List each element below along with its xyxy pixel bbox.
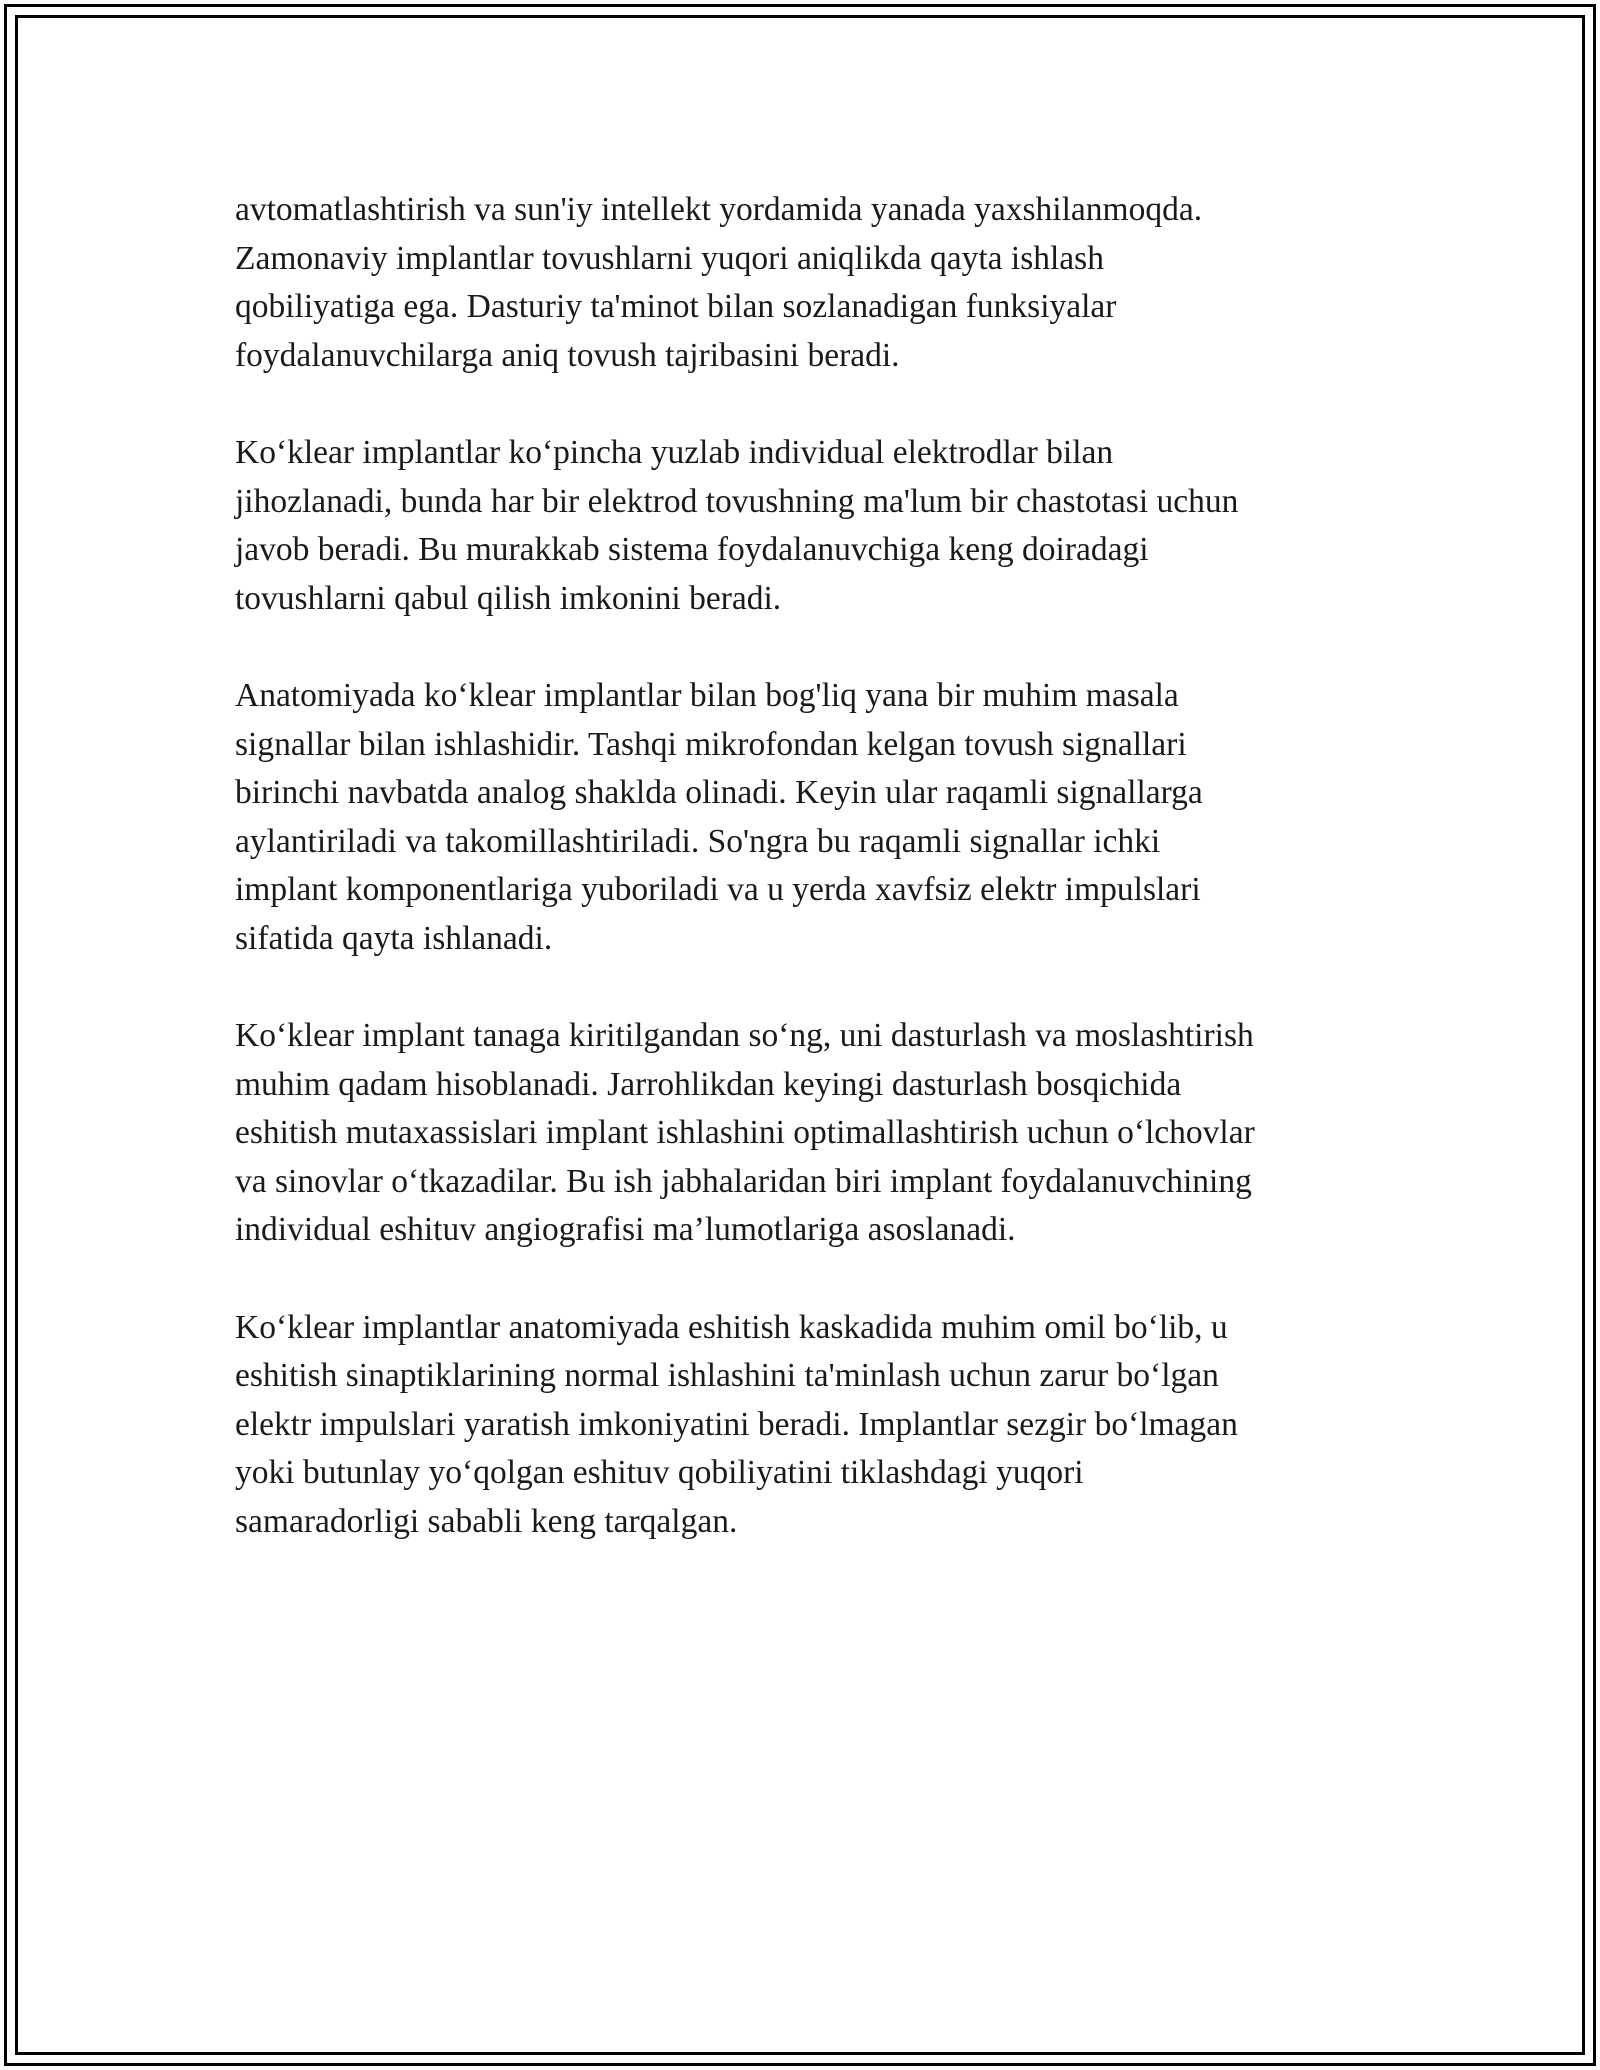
text-line: Ko‘klear implantlar ko‘pincha yuzlab individual elektrodlar bilan [235,433,1114,471]
text-line: birinchi navbatda analog shaklda olinadi. Keyin ular raqamli signallarga [235,774,1203,812]
text-line: javob beradi. Bu murakkab sistema foydalanuvchiga keng doiradagi [235,531,1149,569]
text-line: Ko‘klear implant tanaga kiritilgandan so‘ng, uni dasturlash va moslashtirish [235,1017,1254,1055]
text-line: foydalanuvchilarga aniq tovush tajribasini beradi. [235,336,900,374]
text-line: individual eshituv angiografisi ma’lumotlariga asoslanadi. [235,1211,1016,1249]
paragraph-4 [235,1012,1365,1255]
text-line: sifatida qayta ishlanadi. [235,919,553,957]
text-line: eshitish mutaxassislari implant ishlashini optimallashtirish uchun o‘lchovlar [235,1114,1255,1152]
text-line: jihozlanadi, bunda har bir elektrod tovushning ma'lum bir chastotasi uchun [235,482,1239,520]
text-line: Zamonaviy implantlar tovushlarni yuqori aniqlikda qayta ishlash [235,239,1104,277]
text-line: aylantiriladi va takomillashtiriladi. So'ngra bu raqamli signallar ichki [235,822,1161,860]
text-line: qobiliyatiga ega. Dasturiy ta'minot bilan sozlanadigan funksiyalar [235,288,1117,326]
document-body [235,186,1365,1595]
text-line: samaradorligi sababli keng tarqalgan. [235,1503,738,1541]
text-line: avtomatlashtirish va sun'iy intellekt yordamida yanada yaxshilanmoqda. [235,191,1203,228]
paragraph-1 [235,186,1365,380]
paragraph-2 [235,429,1365,623]
text-line: elektr impulslari yaratish imkoniyatini beradi. Implantlar sezgir bo‘lmagan [235,1405,1238,1443]
text-line: signallar bilan ishlashidir. Tashqi mikrofondan kelgan tovush signallari [235,725,1187,763]
text-line: tovushlarni qabul qilish imkonini beradi. [235,579,782,617]
paragraph-3 [235,672,1365,964]
text-line: va sinovlar o‘tkazadilar. Bu ish jabhalaridan biri implant foydalanuvchining [235,1162,1252,1200]
text-line: yoki butunlay yo‘qolgan eshituv qobiliyatini tiklashdagi yuqori [235,1454,1084,1492]
text-line: Anatomiyada ko‘klear implantlar bilan bog'liq yana bir muhim masala [235,676,1179,714]
text-line: muhim qadam hisoblanadi. Jarrohlikdan keyingi dasturlash bosqichida [235,1065,1182,1103]
text-line: Ko‘klear implantlar anatomiyada eshitish kaskadida muhim omil bo‘lib, u [235,1308,1228,1346]
text-line: implant komponentlariga yuboriladi va u yerda xavfsiz elektr impulslari [235,871,1201,909]
text-line: eshitish sinaptiklarining normal ishlashini ta'minlash uchun zarur bo‘lgan [235,1357,1219,1395]
paragraph-5 [235,1304,1365,1547]
